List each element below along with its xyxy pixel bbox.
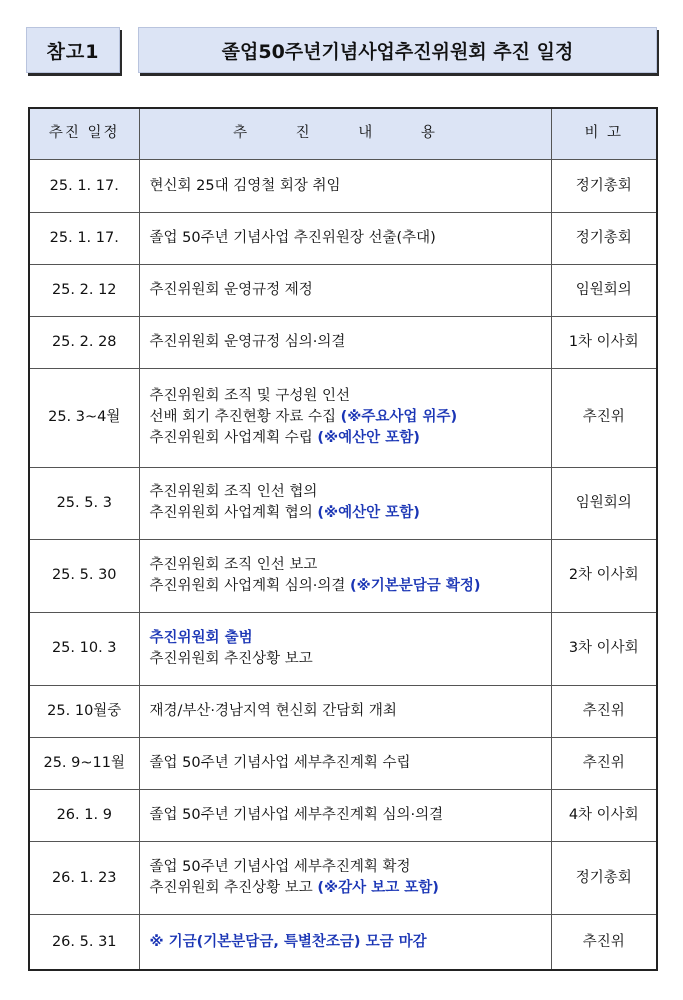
table-row: [29, 265, 657, 317]
schedule-content: [139, 790, 551, 842]
content-text: 추진위원회 운영규정 제정: [149, 282, 313, 299]
schedule-date: 25. 1. 17.: [29, 213, 139, 265]
schedule-date: 26. 1. 23: [29, 842, 139, 915]
highlight-text: (※감사 보고 포함): [317, 880, 439, 897]
content-text: 졸업 50주년 기념사업 세부추진계획 수립: [149, 755, 411, 772]
content-text: 추진위원회 사업계획 수립: [149, 430, 318, 447]
highlight-text: ※ 기금(기본분담금, 특별찬조금) 모금 마감: [149, 933, 427, 950]
schedule-date: 25. 2. 12: [29, 265, 139, 317]
schedule-content: [139, 160, 551, 213]
schedule-note: 정기총회: [551, 160, 657, 213]
schedule-note: 1차 이사회: [551, 317, 657, 369]
content-line: [150, 805, 550, 826]
schedule-date: 25. 1. 17.: [29, 160, 139, 213]
content-text: 추진위원회 운영규정 심의·의결: [149, 334, 346, 351]
schedule-date: 25. 2. 28: [29, 317, 139, 369]
table-header-row: [29, 108, 657, 160]
content-line: [150, 386, 550, 407]
content-line: [150, 503, 550, 524]
highlight-text: (※예산안 포함): [317, 430, 420, 447]
table-row: [29, 685, 657, 737]
table-row: [29, 369, 657, 467]
schedule-content: [139, 213, 551, 265]
schedule-note: 추진위: [551, 915, 657, 970]
schedule-date: 25. 5. 30: [29, 539, 139, 612]
page-title: 졸업50주년기념사업추진위원회 추진 일정: [138, 27, 657, 73]
content-line: [150, 555, 550, 576]
schedule-content: [139, 842, 551, 915]
content-line: [150, 649, 550, 670]
schedule-date: 25. 10월중: [29, 685, 139, 737]
content-text: 추진위원회 사업계획 심의·의결: [149, 577, 351, 594]
table-row: [29, 160, 657, 213]
schedule-date: 25. 10. 3: [29, 612, 139, 685]
reference-label: 참고1: [26, 27, 120, 73]
schedule-note: 임원회의: [551, 467, 657, 539]
schedule-rows: [29, 160, 657, 971]
content-line: [150, 407, 550, 428]
content-line: [150, 701, 550, 722]
content-text: 추진위원회 사업계획 협의: [149, 505, 318, 522]
content-text: 현신회 25대 김영철 회장 취임: [149, 177, 341, 194]
header-date: 추진 일정: [29, 108, 139, 160]
content-text: 추진위원회 조직 및 구성원 인선: [149, 388, 351, 405]
schedule-note: 추진위: [551, 369, 657, 467]
content-line: [150, 857, 550, 878]
table-row: [29, 842, 657, 915]
schedule-note: 추진위: [551, 738, 657, 790]
table-row: [29, 915, 657, 970]
schedule-date: 26. 1. 9: [29, 790, 139, 842]
schedule-content: [139, 369, 551, 467]
content-line: [150, 428, 550, 449]
content-line: [150, 482, 550, 503]
schedule-date: 25. 5. 3: [29, 467, 139, 539]
schedule-table: [28, 107, 658, 971]
schedule-note: 정기총회: [551, 842, 657, 915]
schedule-date: 25. 9~11월: [29, 738, 139, 790]
content-text: 추진위원회 조직 인선 협의: [149, 484, 318, 501]
schedule-date: 26. 5. 31: [29, 915, 139, 970]
highlight-text: (※주요사업 위주): [340, 409, 458, 426]
table-row: [29, 213, 657, 265]
content-text: 졸업 50주년 기념사업 세부추진계획 확정: [149, 859, 411, 876]
content-line: [150, 228, 550, 249]
content-line: [150, 753, 550, 774]
schedule-content: [139, 685, 551, 737]
schedule-date: 25. 3~4월: [29, 369, 139, 467]
header-note: 비 고: [551, 108, 657, 160]
content-text: 추진위원회 추진상황 보고: [149, 650, 313, 667]
table-row: [29, 790, 657, 842]
content-line: [150, 280, 550, 301]
content-text: 선배 회기 추진현황 자료 수집: [149, 409, 341, 426]
schedule-content: [139, 265, 551, 317]
schedule-note: 2차 이사회: [551, 539, 657, 612]
highlight-text: (※기본분담금 확정): [350, 577, 481, 594]
schedule-content: [139, 612, 551, 685]
content-text: 재경/부산·경남지역 현신회 간담회 개최: [149, 702, 397, 719]
content-text: 졸업 50주년 기념사업 세부추진계획 심의·의결: [149, 807, 444, 824]
content-text: 추진위원회 조직 인선 보고: [149, 556, 318, 573]
table-row: [29, 539, 657, 612]
table-row: [29, 612, 657, 685]
schedule-note: 추진위: [551, 685, 657, 737]
schedule-content: [139, 738, 551, 790]
highlight-text: 추진위원회 출범: [149, 629, 253, 646]
page-header: [26, 27, 657, 75]
schedule-note: 정기총회: [551, 213, 657, 265]
table-row: [29, 738, 657, 790]
schedule-content: [139, 539, 551, 612]
highlight-text: (※예산안 포함): [317, 505, 420, 522]
schedule-note: 4차 이사회: [551, 790, 657, 842]
header-content: 추 진 내 용: [139, 108, 551, 160]
content-line: [150, 176, 550, 197]
content-line: [150, 878, 550, 899]
schedule-content: [139, 317, 551, 369]
content-text: 졸업 50주년 기념사업 추진위원장 선출(추대): [149, 230, 436, 247]
content-line: [150, 932, 550, 953]
content-text: 추진위원회 추진상황 보고: [149, 880, 318, 897]
content-line: [150, 332, 550, 353]
schedule-content: [139, 467, 551, 539]
content-line: [150, 628, 550, 649]
table-row: [29, 317, 657, 369]
table-row: [29, 467, 657, 539]
schedule-content: [139, 915, 551, 970]
content-line: [150, 576, 550, 597]
schedule-note: 임원회의: [551, 265, 657, 317]
schedule-note: 3차 이사회: [551, 612, 657, 685]
